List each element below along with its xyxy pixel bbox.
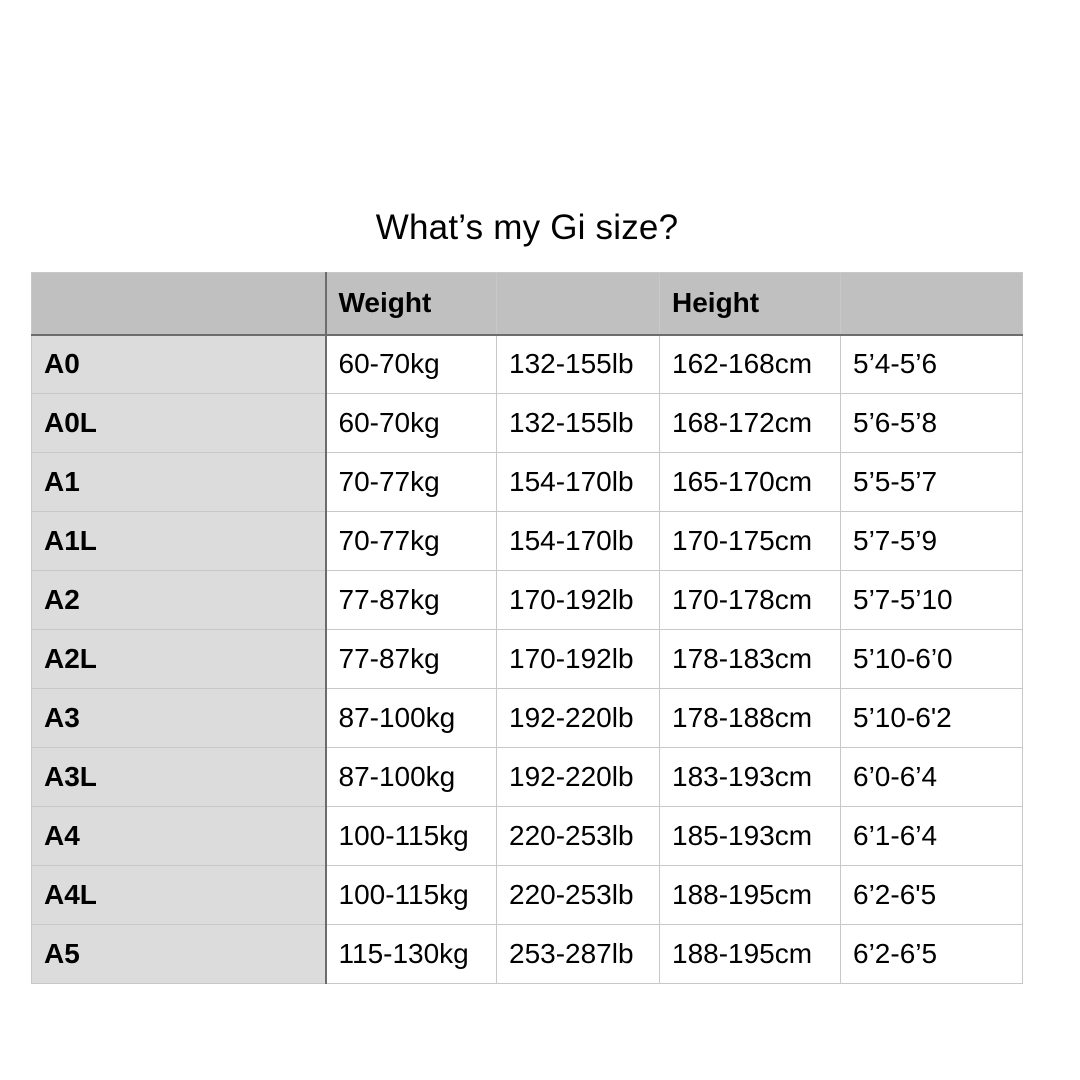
size-cell: A4 — [32, 807, 326, 866]
weight-lb-cell: 154-170lb — [497, 512, 660, 571]
header-row — [32, 273, 1023, 335]
weight-lb-cell: 253-287lb — [497, 925, 660, 984]
height-cm-cell: 178-183cm — [660, 630, 841, 689]
height-ft-cell: 6’2-6’5 — [841, 925, 1023, 984]
gi-size-table — [31, 272, 1023, 984]
weight-kg-cell: 87-100kg — [326, 689, 497, 748]
weight-lb-cell: 192-220lb — [497, 689, 660, 748]
table-row — [32, 571, 1023, 630]
weight-lb-cell: 220-253lb — [497, 807, 660, 866]
weight-kg-cell: 87-100kg — [326, 748, 497, 807]
weight-kg-cell: 77-87kg — [326, 571, 497, 630]
weight-lb-cell: 132-155lb — [497, 335, 660, 394]
height-ft-cell: 6’1-6’4 — [841, 807, 1023, 866]
table-row — [32, 807, 1023, 866]
height-ft-cell: 6’0-6’4 — [841, 748, 1023, 807]
height-ft-cell: 5’7-5’9 — [841, 512, 1023, 571]
header-cell-size — [32, 273, 326, 335]
size-cell: A5 — [32, 925, 326, 984]
size-cell: A3 — [32, 689, 326, 748]
table-row — [32, 453, 1023, 512]
header-cell-weight-lb — [497, 273, 660, 335]
table-row — [32, 866, 1023, 925]
weight-kg-cell: 77-87kg — [326, 630, 497, 689]
weight-kg-cell: 60-70kg — [326, 394, 497, 453]
weight-lb-cell: 132-155lb — [497, 394, 660, 453]
table-row — [32, 689, 1023, 748]
table-row — [32, 925, 1023, 984]
table-row — [32, 748, 1023, 807]
height-cm-cell: 165-170cm — [660, 453, 841, 512]
height-cm-cell: 168-172cm — [660, 394, 841, 453]
height-ft-cell: 5’10-6'2 — [841, 689, 1023, 748]
weight-kg-cell: 115-130kg — [326, 925, 497, 984]
table-body — [32, 335, 1023, 984]
height-cm-cell: 162-168cm — [660, 335, 841, 394]
weight-lb-cell: 170-192lb — [497, 571, 660, 630]
size-cell: A3L — [32, 748, 326, 807]
weight-lb-cell: 192-220lb — [497, 748, 660, 807]
size-cell: A0L — [32, 394, 326, 453]
height-cm-cell: 188-195cm — [660, 866, 841, 925]
page-title: What’s my Gi size? — [375, 208, 679, 247]
height-cm-cell: 188-195cm — [660, 925, 841, 984]
size-cell: A4L — [32, 866, 326, 925]
height-ft-cell: 5’7-5’10 — [841, 571, 1023, 630]
height-cm-cell: 178-188cm — [660, 689, 841, 748]
size-cell: A2 — [32, 571, 326, 630]
height-cm-cell: 170-175cm — [660, 512, 841, 571]
header-cell-height-ft — [841, 273, 1023, 335]
height-cm-cell: 170-178cm — [660, 571, 841, 630]
weight-kg-cell: 100-115kg — [326, 866, 497, 925]
weight-lb-cell: 170-192lb — [497, 630, 660, 689]
weight-kg-cell: 60-70kg — [326, 335, 497, 394]
height-ft-cell: 6’2-6'5 — [841, 866, 1023, 925]
table-row — [32, 335, 1023, 394]
size-cell: A1L — [32, 512, 326, 571]
weight-kg-cell: 70-77kg — [326, 512, 497, 571]
weight-kg-cell: 100-115kg — [326, 807, 497, 866]
size-cell: A0 — [32, 335, 326, 394]
header-cell-weight: Weight — [326, 273, 497, 335]
table-row — [32, 512, 1023, 571]
height-ft-cell: 5’10-6’0 — [841, 630, 1023, 689]
header-cell-height: Height — [660, 273, 841, 335]
size-cell: A1 — [32, 453, 326, 512]
table-row — [32, 394, 1023, 453]
table-row — [32, 630, 1023, 689]
size-cell: A2L — [32, 630, 326, 689]
weight-lb-cell: 220-253lb — [497, 866, 660, 925]
weight-kg-cell: 70-77kg — [326, 453, 497, 512]
height-cm-cell: 185-193cm — [660, 807, 841, 866]
height-ft-cell: 5’4-5’6 — [841, 335, 1023, 394]
height-cm-cell: 183-193cm — [660, 748, 841, 807]
height-ft-cell: 5’5-5’7 — [841, 453, 1023, 512]
weight-lb-cell: 154-170lb — [497, 453, 660, 512]
height-ft-cell: 5’6-5’8 — [841, 394, 1023, 453]
